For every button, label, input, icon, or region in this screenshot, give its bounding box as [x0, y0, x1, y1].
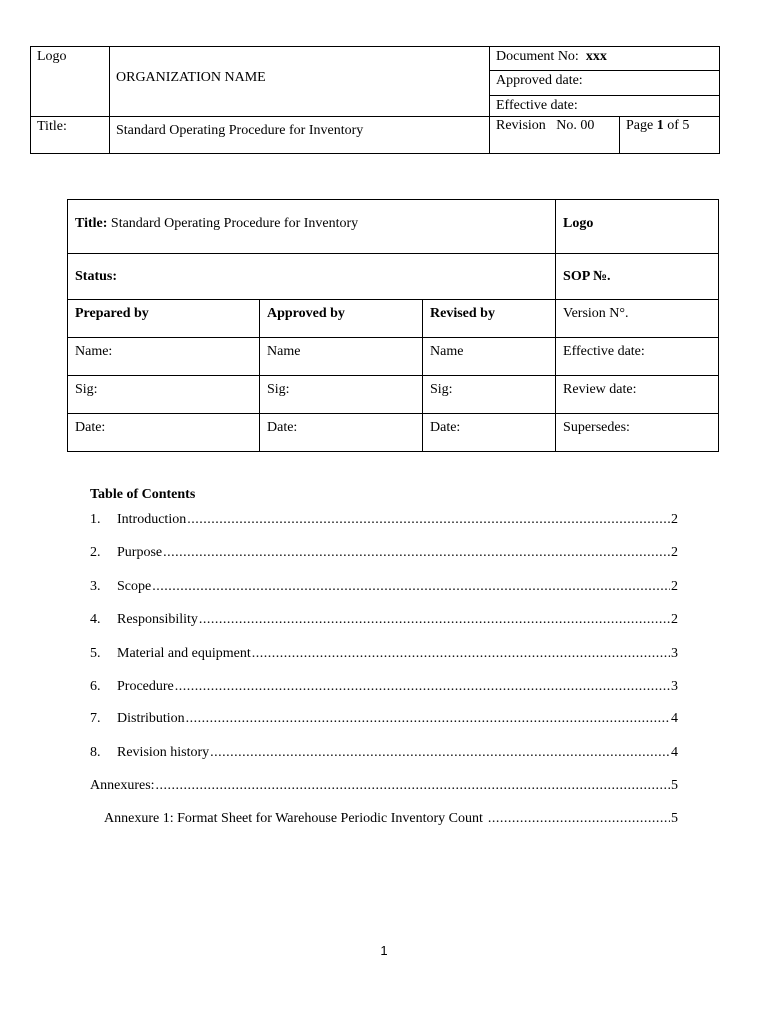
- table-cell: Name:: [68, 338, 260, 376]
- effective-date: Effective date:: [490, 96, 720, 117]
- toc-item-purpose[interactable]: 2. Purpose ..... 2: [90, 545, 678, 565]
- table-cell: Date:: [423, 414, 556, 452]
- table-cell: Review date:: [556, 376, 719, 414]
- table-cell: Supersedes:: [556, 414, 719, 452]
- sop-title: Title: Standard Operating Procedure for Inventory: [68, 200, 556, 254]
- toc-item-annexures[interactable]: Annexures: ..... 5: [90, 778, 678, 798]
- table-cell: Name: [423, 338, 556, 376]
- header-logo: Logo: [31, 47, 110, 117]
- sop-info-table: [67, 199, 719, 452]
- table-cell: Date:: [260, 414, 423, 452]
- column-prepared-by: Prepared by: [68, 300, 260, 338]
- document-number: Document No: xxx: [490, 47, 720, 71]
- page-indicator: Page 1 of 5: [620, 117, 720, 154]
- toc-heading: Table of Contents: [90, 487, 196, 502]
- column-revised-by: Revised by: [423, 300, 556, 338]
- organization-name: ORGANIZATION NAME: [110, 47, 490, 117]
- version-number: Version N°.: [556, 300, 719, 338]
- toc-item-distribution[interactable]: 7. Distribution ..... 4: [90, 711, 678, 731]
- toc-item-annexure-1[interactable]: Annexure 1: Format Sheet for Warehouse Periodic Inventory Count ..... 5: [104, 811, 678, 831]
- toc-item-responsibility[interactable]: 4. Responsibility ..... 2: [90, 612, 678, 632]
- column-approved-by: Approved by: [260, 300, 423, 338]
- table-cell: Sig:: [423, 376, 556, 414]
- toc-item-scope[interactable]: 3. Scope ..... 2: [90, 579, 678, 599]
- sop-status: Status:: [68, 254, 556, 300]
- document-title: Standard Operating Procedure for Inventory: [110, 117, 490, 154]
- approved-date: Approved date:: [490, 71, 720, 96]
- toc-item-introduction[interactable]: 1. Introduction ..... 2: [90, 512, 678, 532]
- title-label: Title:: [31, 117, 110, 154]
- table-cell: Effective date:: [556, 338, 719, 376]
- toc-item-material-equipment[interactable]: 5. Material and equipment ..... 3: [90, 646, 678, 666]
- sop-number: SOP №.: [556, 254, 719, 300]
- table-cell: Sig:: [260, 376, 423, 414]
- sop-logo: Logo: [556, 200, 719, 254]
- revision-number: Revision No. 00: [490, 117, 620, 154]
- table-cell: Name: [260, 338, 423, 376]
- toc-item-revision-history[interactable]: 8. Revision history ..... 4: [90, 745, 678, 765]
- table-cell: Date:: [68, 414, 260, 452]
- toc-item-procedure[interactable]: 6. Procedure ..... 3: [90, 679, 678, 699]
- table-cell: Sig:: [68, 376, 260, 414]
- document-header: [30, 46, 720, 154]
- page-number: 1: [380, 943, 388, 958]
